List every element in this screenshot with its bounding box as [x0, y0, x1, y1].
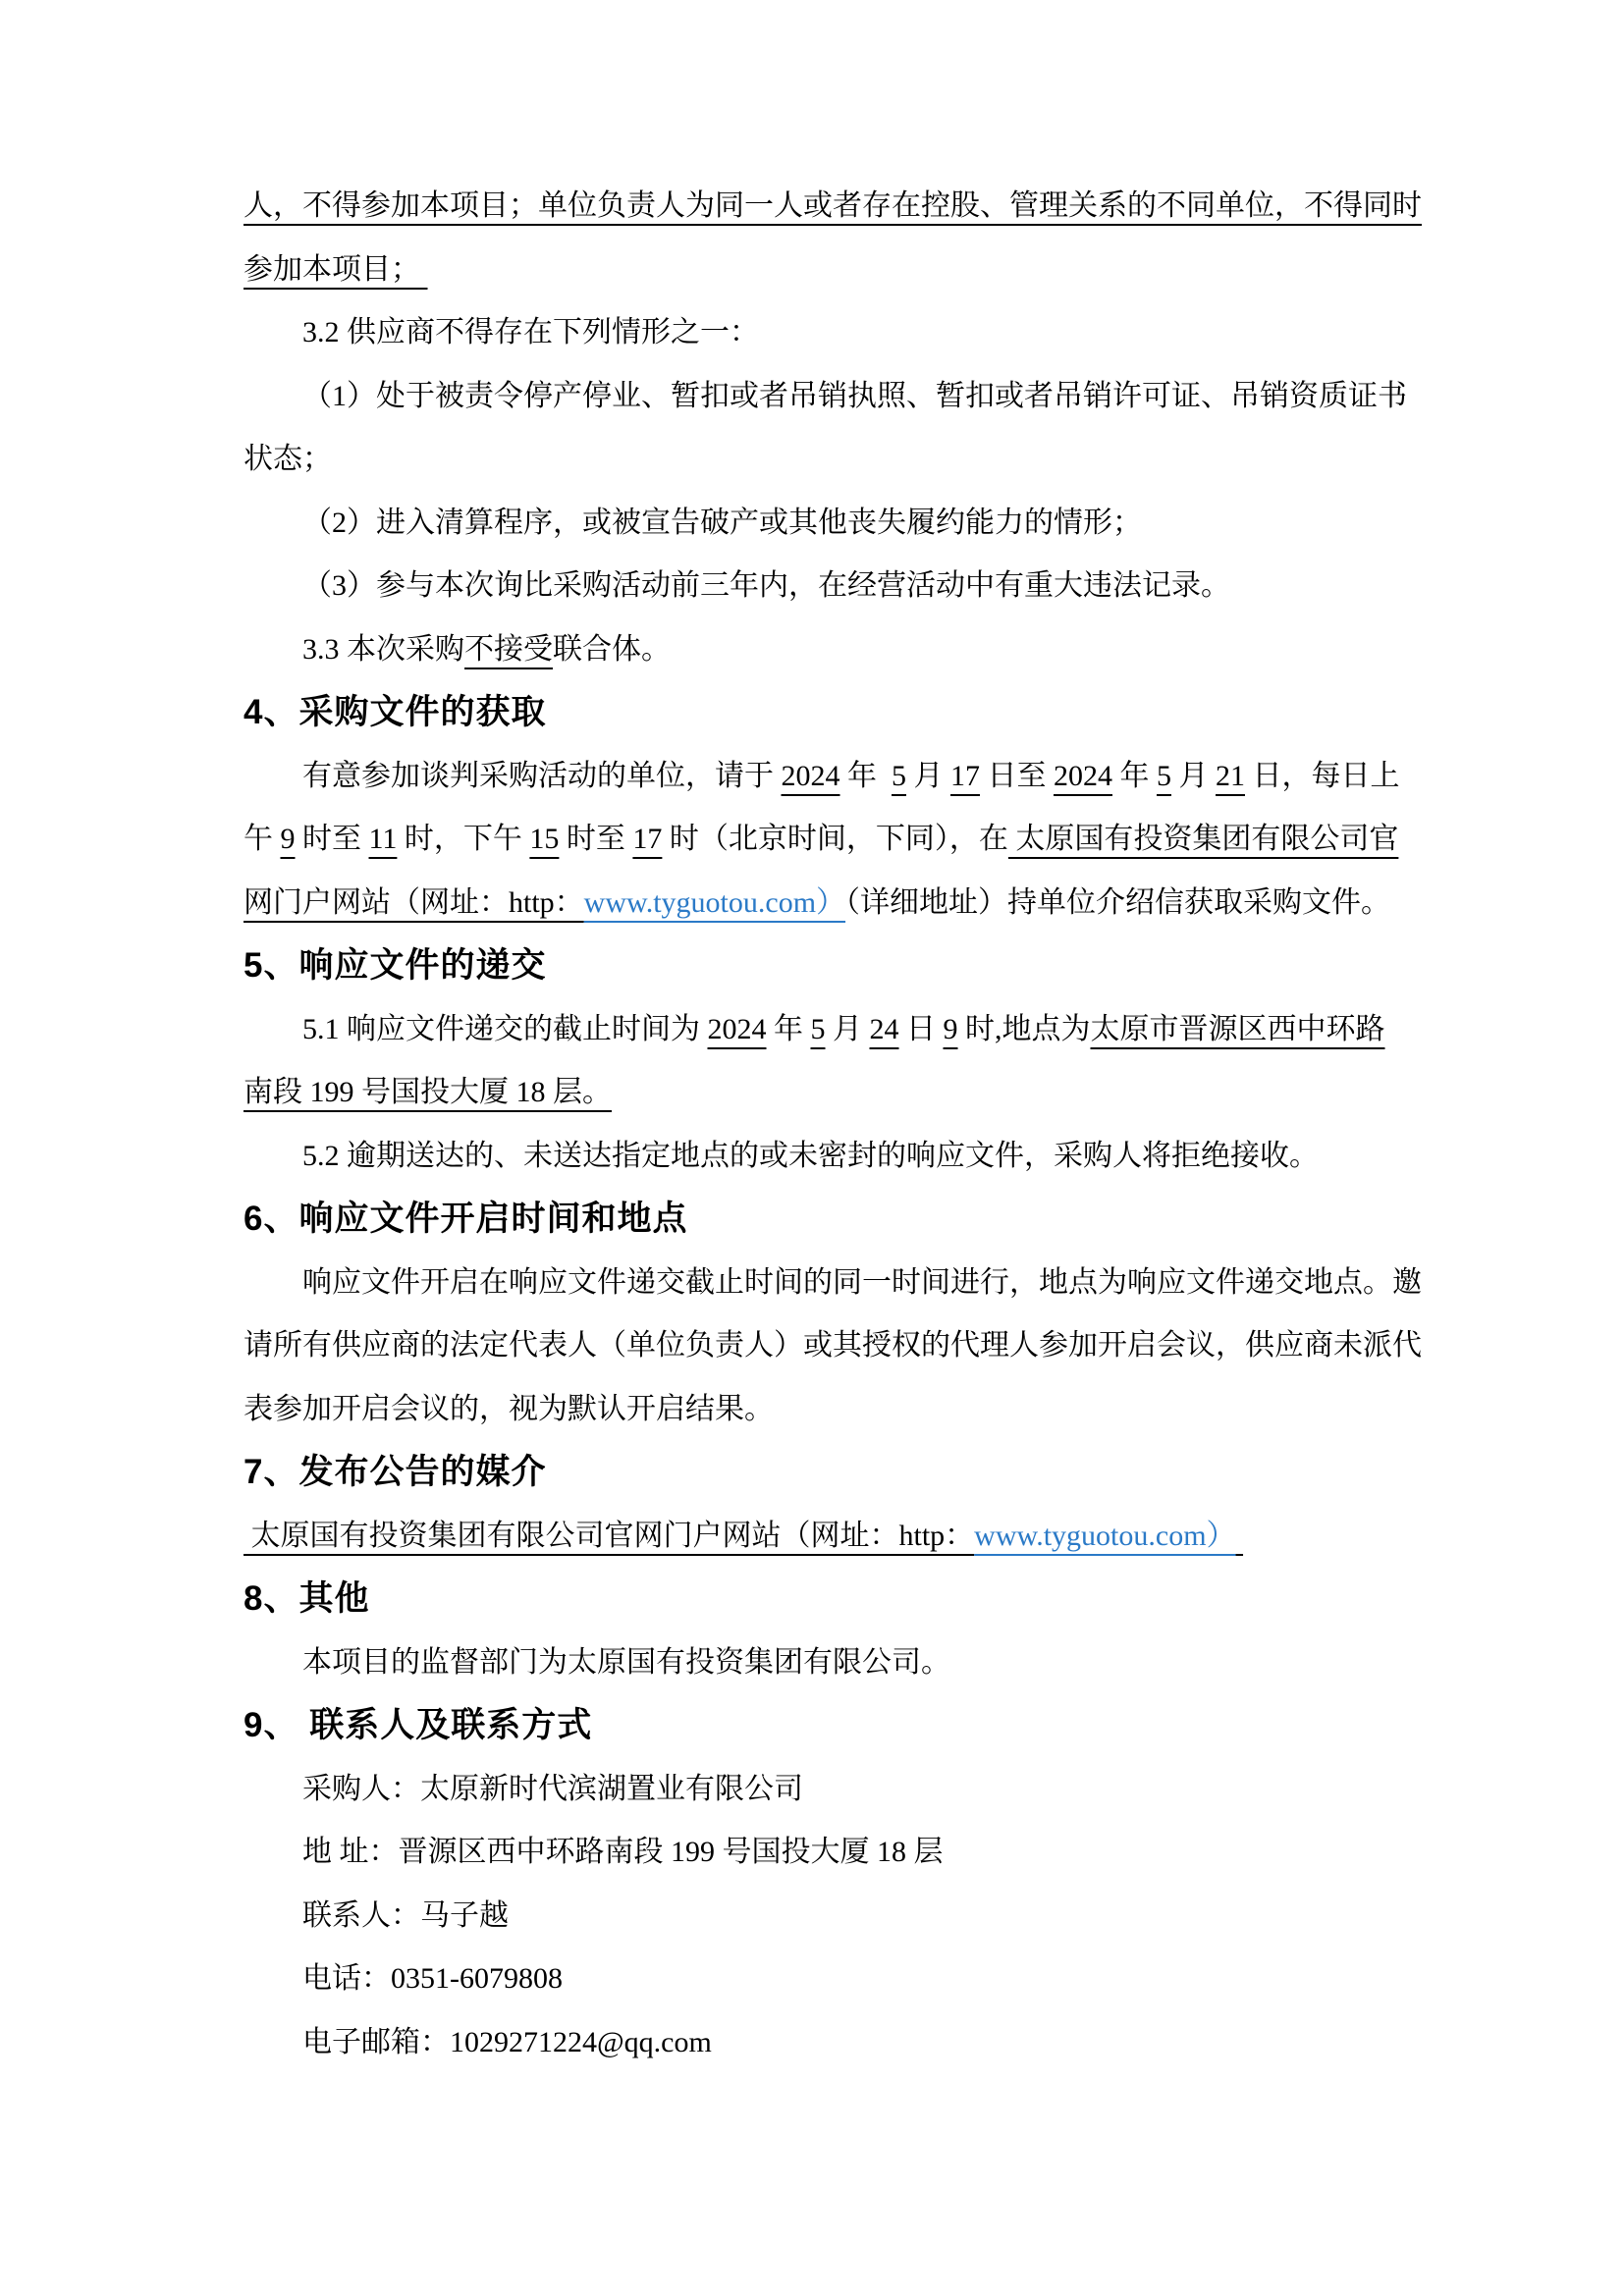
fill-in-value: 9 [280, 823, 296, 855]
document-line [244, 365, 1422, 429]
section-heading-4 [244, 681, 1422, 745]
section-heading-8 [244, 1568, 1422, 1631]
document-line [244, 808, 1422, 872]
text-segment: 日至 [980, 759, 1054, 792]
document-line [244, 175, 1422, 239]
text-segment: 午 [244, 823, 281, 855]
text-segment: 有意参加谈判采购活动的单位，请于 [302, 759, 782, 792]
document-line [244, 555, 1422, 618]
text-segment: 年 [839, 759, 892, 792]
fill-in-value: 15 [529, 823, 560, 855]
text-segment: 联合体。 [553, 632, 671, 666]
text-segment: （1）处于被责令停产停业、暂扣或者吊销执照、暂扣或者吊销许可证、吊销资质证书 [302, 379, 1407, 412]
text-segment: 地 址：晋源区西中环路南段 199 号国投大厦 18 层 [302, 1836, 944, 1868]
heading-text: 4、采购文件的获取 [244, 693, 547, 731]
text-segment: 日 [898, 1012, 944, 1045]
fill-in-value: 南段 199 号国投大厦 18 层。 [244, 1076, 612, 1108]
fill-in-value: 5 [810, 1012, 826, 1045]
fill-in-value: 5 [892, 759, 906, 792]
contact-purchaser-line [244, 1758, 1422, 1822]
fill-in-value: 17 [632, 823, 663, 855]
text-segment: 月 [825, 1012, 870, 1045]
fill-in-value: 2024 [707, 1012, 767, 1045]
text-segment: 电子邮箱：1029271224@qq.com [302, 2025, 712, 2058]
text-segment: 日，每日上 [1245, 759, 1400, 792]
contact-phone-line [244, 1948, 1422, 2011]
contact-email-line [244, 2011, 1422, 2075]
document-line [244, 1061, 1422, 1125]
text-segment: 参加本项目； [244, 252, 428, 286]
document-line [244, 1314, 1422, 1378]
document-line [244, 618, 1422, 682]
text-segment: 时，下午 [397, 823, 530, 855]
heading-text: 8、其他 [244, 1579, 370, 1618]
text-segment: 状态； [244, 443, 332, 475]
text-segment: 采购人：太原新时代滨湖置业有限公司 [302, 1772, 803, 1805]
contact-address-line [244, 1821, 1422, 1885]
text-segment: 太原国有投资集团有限公司官网门户网站（网址：http： [244, 1519, 975, 1552]
text-segment: 时至 [295, 823, 369, 855]
section-heading-6 [244, 1188, 1422, 1252]
document-line [244, 492, 1422, 556]
fill-in-value: 2024 [1054, 759, 1112, 792]
fill-in-value: 太原国有投资集团有限公司官 [1007, 823, 1399, 855]
text-segment [1236, 1520, 1244, 1552]
contact-person-line [244, 1885, 1422, 1949]
text-segment: 月 [906, 759, 950, 792]
fill-in-value: 2024 [781, 759, 840, 792]
text-segment: 5.2 逾期送达的、未送达指定地点的或未密封的响应文件，采购人将拒绝接收。 [302, 1139, 1319, 1172]
text-segment: 联系人：马子越 [302, 1898, 509, 1932]
document-line [244, 1631, 1422, 1695]
text-segment: 响应文件开启在响应文件递交截止时间的同一时间进行，地点为响应文件递交地点。邀 [302, 1265, 1422, 1299]
text-segment: 月 [1171, 759, 1216, 792]
fill-in-value: 21 [1216, 759, 1245, 792]
document-line [244, 745, 1422, 809]
document-line [244, 1125, 1422, 1189]
document-content [244, 175, 1422, 2074]
document-line [244, 1252, 1422, 1315]
text-segment: 时（北京时间，下同），在 [662, 823, 1008, 855]
fill-in-value: 17 [950, 759, 980, 792]
heading-text: 6、响应文件开启时间和地点 [244, 1200, 688, 1238]
text-segment: 网门户网站（网址：http： [244, 885, 584, 919]
document-line [244, 239, 1422, 302]
section-heading-5 [244, 934, 1422, 998]
section-heading-7 [244, 1441, 1422, 1505]
hyperlink-url[interactable]: www.tyguotou.com） [583, 885, 846, 919]
hyperlink-url[interactable]: www.tyguotou.com） [974, 1519, 1236, 1552]
heading-text: 9、 联系人及联系方式 [244, 1706, 593, 1744]
text-segment: 本项目的监督部门为太原国有投资集团有限公司。 [302, 1645, 950, 1679]
text-segment: 年 [1112, 759, 1157, 792]
text-segment: 电话：0351-6079808 [302, 1962, 563, 1995]
text-segment: 年 [766, 1012, 811, 1045]
document-line [244, 998, 1422, 1062]
fill-in-value: 5 [1157, 759, 1171, 792]
fill-in-value: 24 [869, 1012, 899, 1045]
fill-in-value: 9 [943, 1012, 958, 1045]
text-segment: 时,地点为 [957, 1012, 1091, 1045]
text-segment: 5.1 响应文件递交的截止时间为 [302, 1012, 708, 1045]
fill-in-value: 11 [368, 823, 398, 855]
document-line [244, 872, 1422, 935]
text-segment: 时至 [559, 823, 633, 855]
document-line [244, 1505, 1422, 1569]
document-line [244, 1378, 1422, 1442]
text-segment: 人，不得参加本项目；单位负责人为同一人或者存在控股、管理关系的不同单位，不得同时 [244, 189, 1422, 222]
heading-text: 7、发布公告的媒介 [244, 1453, 547, 1491]
heading-text: 5、响应文件的递交 [244, 946, 547, 985]
text-segment: 请所有供应商的法定代表人（单位负责人）或其授权的代理人参加开启会议，供应商未派代 [244, 1329, 1422, 1362]
text-segment: （3）参与本次询比采购活动前三年内，在经营活动中有重大违法记录。 [302, 569, 1230, 602]
text-segment: 3.3 本次采购 [302, 632, 464, 666]
text-segment: 不接受 [464, 632, 553, 666]
text-segment: 3.2 供应商不得存在下列情形之一： [302, 316, 759, 348]
text-segment: 表参加开启会议的，视为默认开启结果。 [244, 1392, 774, 1425]
document-line [244, 301, 1422, 365]
text-segment: （2）进入清算程序，或被宣告破产或其他丧失履约能力的情形； [302, 506, 1142, 539]
fill-in-value: 太原市晋源区西中环路 [1090, 1012, 1385, 1045]
document-line [244, 428, 1422, 492]
section-heading-9 [244, 1694, 1422, 1758]
text-segment: （详细地址）持单位介绍信获取采购文件。 [845, 885, 1391, 919]
